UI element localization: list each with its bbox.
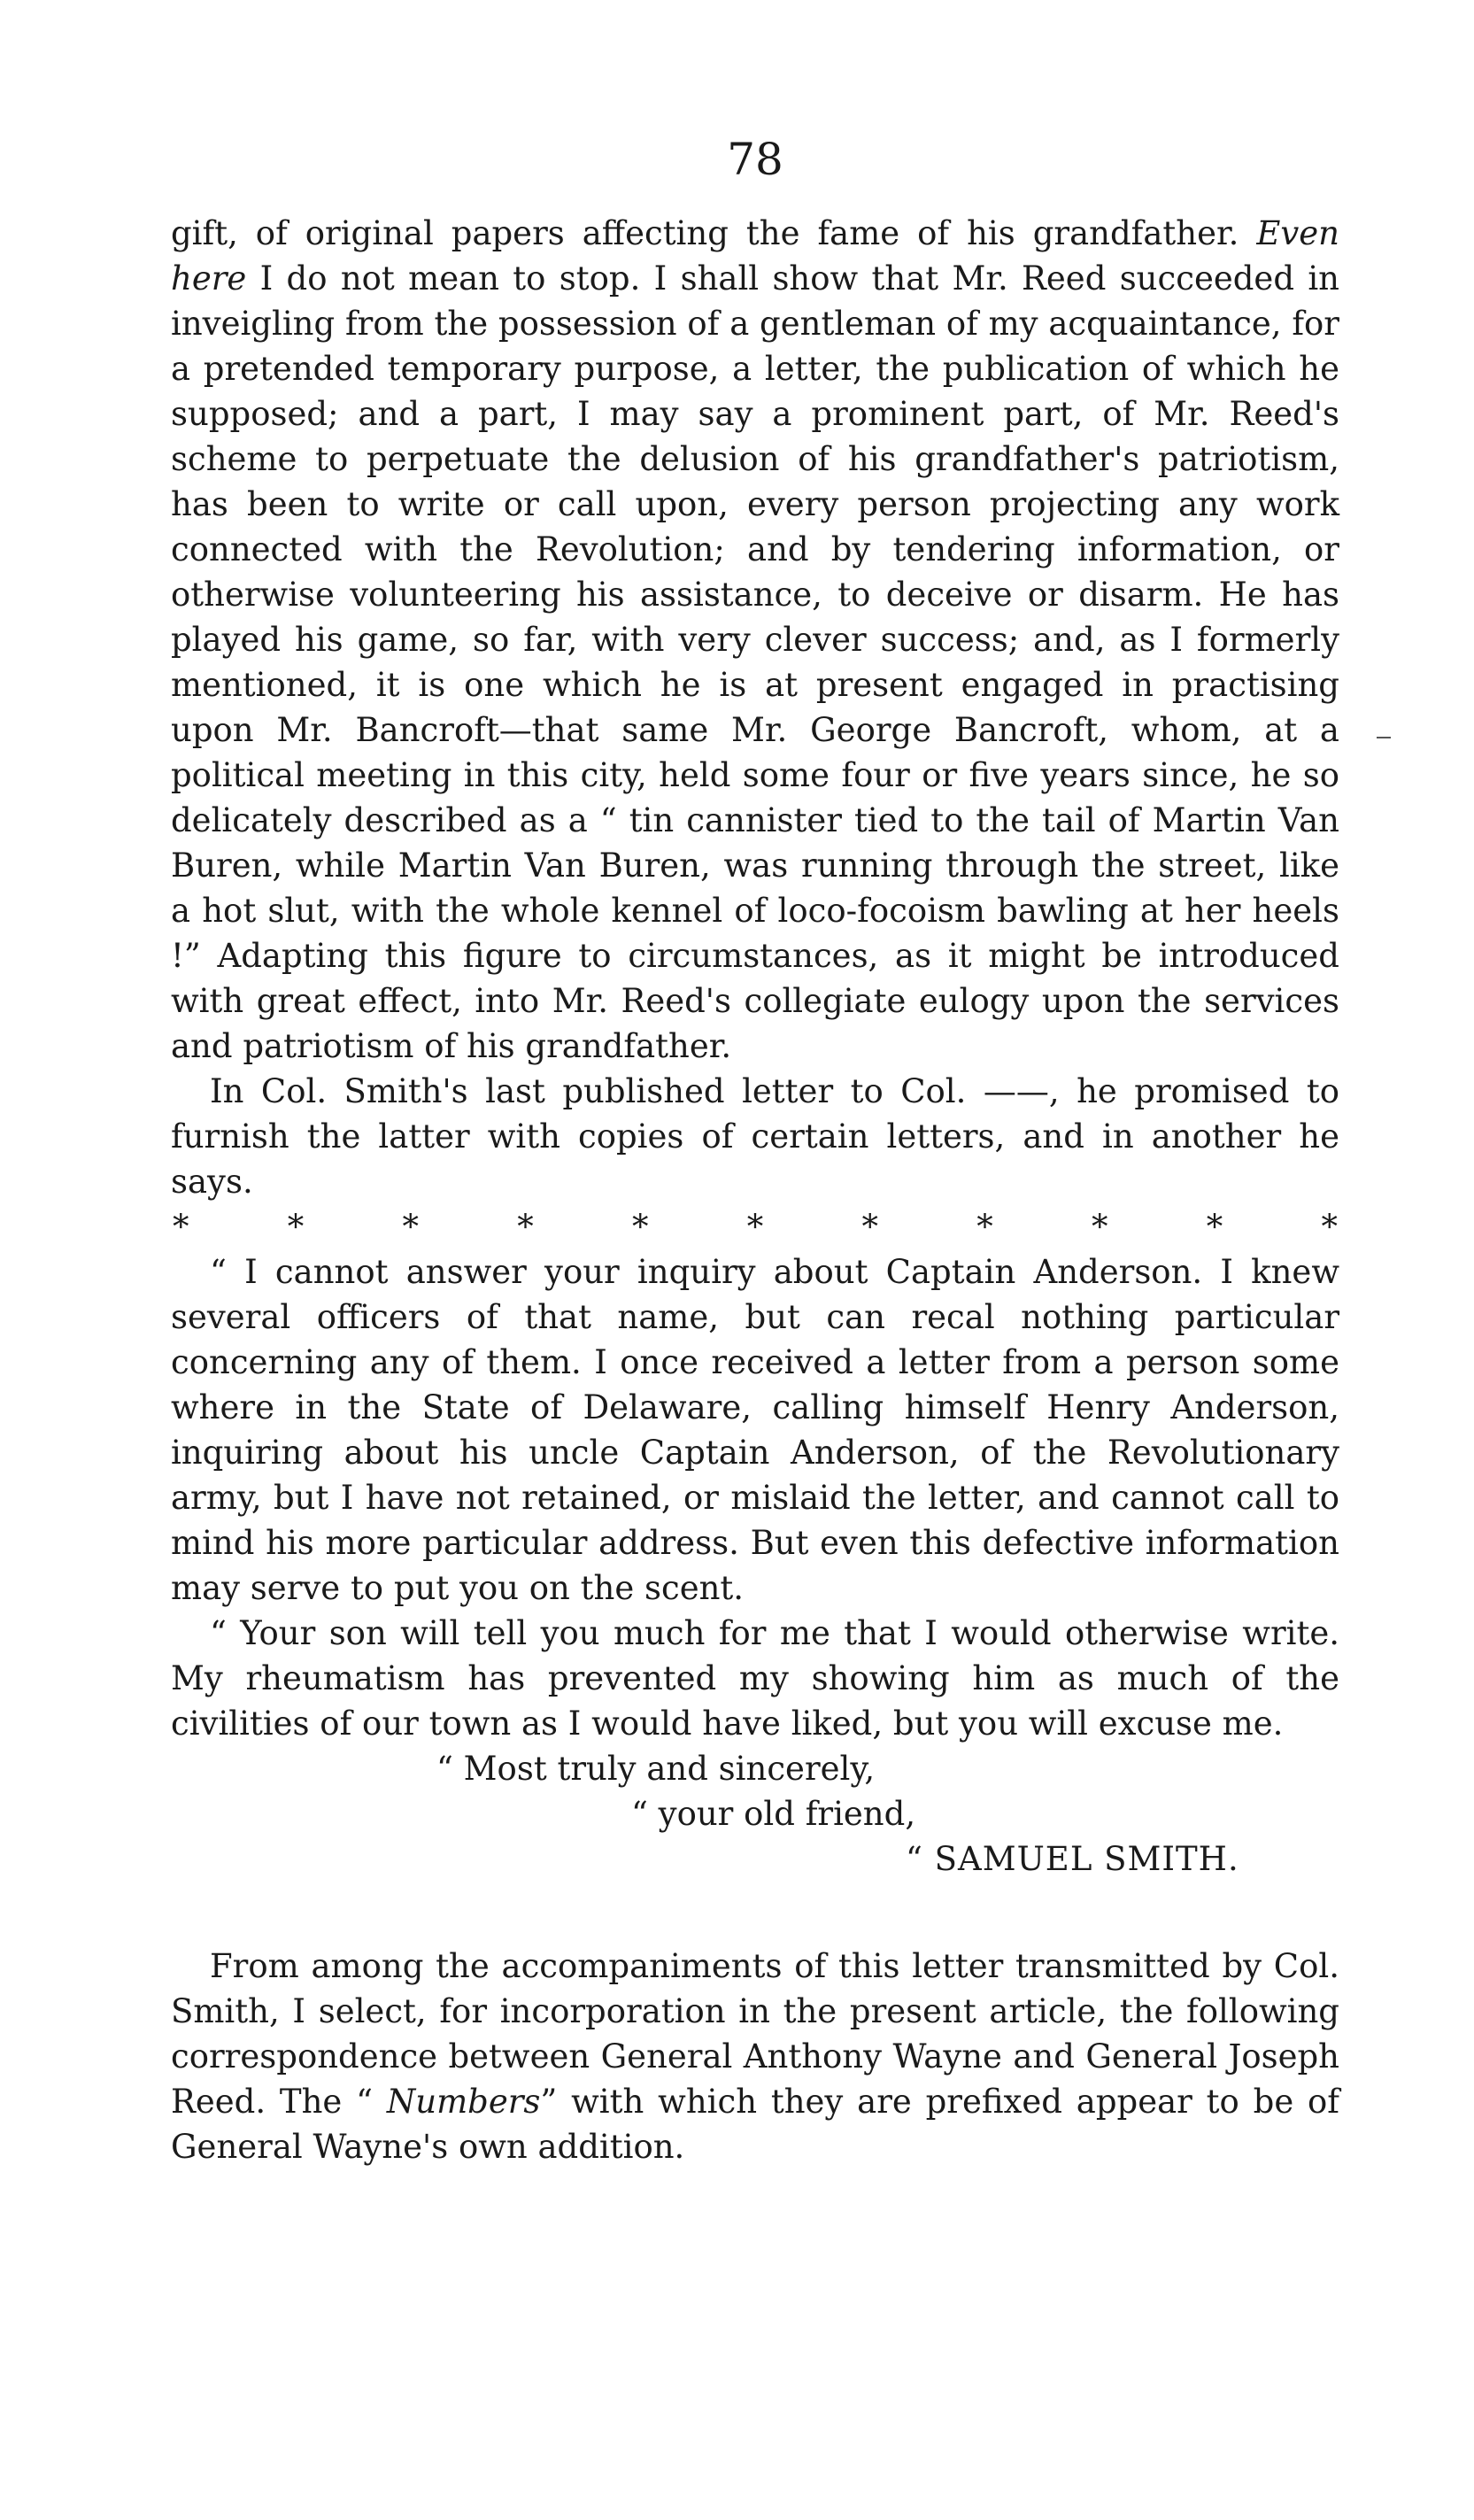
asterisk: * [1092,1208,1108,1246]
asterisk: * [173,1208,189,1246]
paragraph-text: From among the accompaniments of this letter transmitted by Col. Smith, I select, for incorporation in the present article, the following correspondence between General Anthony Wayne and General Joseph Reed. The “ [171,1947,1339,2121]
quoted-letter-son: “ Your son will tell you much for me that I would otherwise write. My rheumatism has prevented my showing him as much of the civilities of our town as I would have liked, but you will excuse me. [171,1614,1339,1743]
asterisk: * [1321,1208,1338,1246]
paragraph-wayne-reed-correspondence [171,1944,1339,2169]
asterisk-divider [171,1204,1339,1249]
letter-signature: “ SAMUEL SMITH. [906,1840,1239,1878]
paragraph-text: I do not mean to stop. I shall show that Mr. Reed succeeded in inveigling from the possession of a gentleman of my acquaintance, for a pretended temporary purpose, a letter, the publication of which he supposed; and a part, I may say a prominent part, of Mr. Reed's scheme to perpetuate the delusion of his grandfather's patriotism, has been to write or call upon, every person projecting any work connected with the Revolution; and by tendering information, or otherwise volunteering his assistance, to deceive or disarm. He has played his game, so far, with very clever success; and, as I formerly mentioned, it is one which he is at present engaged in practising upon Mr. Bancroft—that same Mr. George Bancroft, whom, at a political meeting in this city, held some four or five years since, he so delicately described as a “ tin cannister tied to the tail of Martin Van Buren, while Martin Van Buren, was running through the street, like a hot slut, with the whole kennel of loco-focoism bawling at her heels !” Adapting this figure to circumstances, as it might be introduced with great effect, into Mr. Reed's collegiate eulogy upon the services and patriotism of his grandfather. [171,259,1339,1065]
asterisk: * [861,1208,878,1246]
asterisk: * [402,1208,419,1246]
page-number: 78 [727,134,783,185]
book-page [171,133,1339,2169]
italic-phrase: Even here [171,214,1339,298]
paragraph-col-smith-letter: In Col. Smith's last published letter to Col. ——, he promised to furnish the latter with copies of certain letters, and in another he says. [171,1072,1339,1201]
section-spacer [171,1882,1339,1944]
asterisk: * [287,1208,305,1246]
asterisk: * [632,1208,649,1246]
letter-closing-friend: “ your old friend, [631,1795,916,1833]
italic-phrase: Numbers [386,2083,541,2121]
margin-mark [1377,737,1391,738]
paragraph-reed-scheme [171,211,1339,1069]
paragraph-text: ” with which they are prefixed appear to be of General Wayne's own addition. [171,2083,1339,2166]
asterisk: * [746,1208,764,1246]
letter-closing-sincerely: “ Most truly and sincerely, [436,1750,876,1788]
quoted-letter-anderson: “ I cannot answer your inquiry about Captain Anderson. I knew several officers of that name, but can recal nothing particular concerning any of them. I once received a letter from a person some where in the State of Delaware, calling himself Henry Anderson, inquiring about his uncle Captain Anderson, of the Revolutionary army, but I have not retained, or mislaid the letter, and cannot call to mind his more particular address. But even this defective information may serve to put you on the scent. [171,1253,1339,1607]
paragraph-text: gift, of original papers affecting the fame of his grandfather. [171,214,1257,252]
asterisk: * [517,1208,534,1246]
asterisk: * [1206,1208,1223,1246]
asterisk: * [976,1208,993,1246]
